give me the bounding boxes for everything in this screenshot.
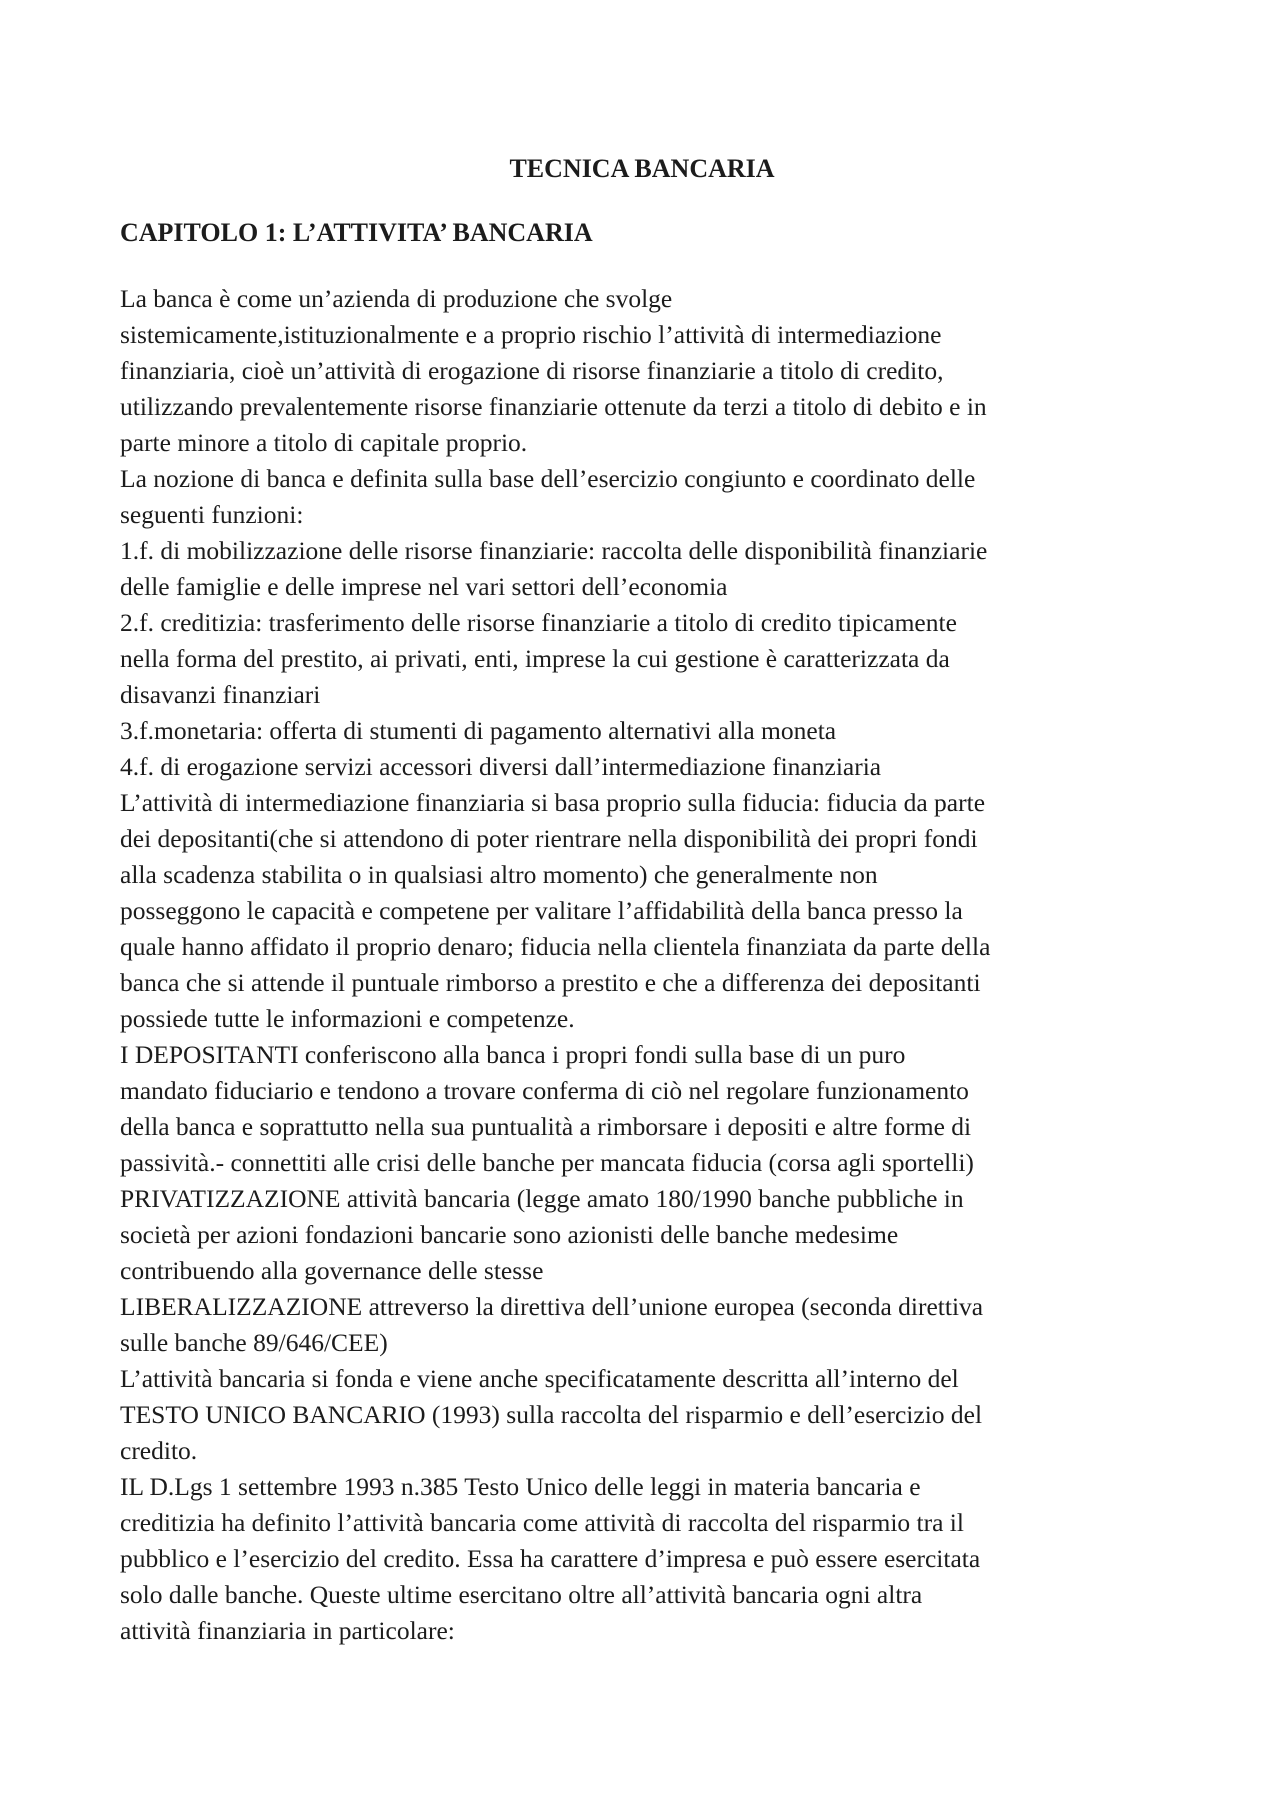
text-line: società per azioni fondazioni bancarie sono azionisti delle banche medesime xyxy=(120,1220,899,1249)
text-line: posseggono le capacità e competene per valitare l’affidabilità della banca presso la xyxy=(120,896,963,925)
chapter-heading: CAPITOLO 1: L’ATTIVITA’ BANCARIA xyxy=(120,218,593,247)
text-line: della banca e soprattutto nella sua puntualità a rimborsare i depositi e altre forme di xyxy=(120,1112,972,1141)
text-line: sistemicamente,istituzionalmente e a proprio rischio l’attività di intermediazione xyxy=(120,320,942,349)
body-text xyxy=(120,281,1180,1649)
text-line: 1.f. di mobilizzazione delle risorse finanziarie: raccolta delle disponibilità finanziarie xyxy=(120,536,988,565)
text-line: contribuendo alla governance delle stesse xyxy=(120,1256,544,1285)
text-line: L’attività bancaria si fonda e viene anche specificatamente descritta all’interno del xyxy=(120,1364,959,1393)
text-line: TESTO UNICO BANCARIO (1993) sulla raccolta del risparmio e dell’esercizio del xyxy=(120,1400,983,1429)
text-line: utilizzando prevalentemente risorse finanziarie ottenute da terzi a titolo di debito e in xyxy=(120,392,987,421)
text-line: nella forma del prestito, ai privati, enti, imprese la cui gestione è caratterizzata da xyxy=(120,644,950,673)
text-line: 4.f. di erogazione servizi accessori diversi dall’intermediazione finanziaria xyxy=(120,752,882,781)
text-line: parte minore a titolo di capitale proprio. xyxy=(120,428,528,457)
text-line: 2.f. creditizia: trasferimento delle risorse finanziarie a titolo di credito tipicamente xyxy=(120,608,957,637)
text-line: LIBERALIZZAZIONE attreverso la direttiva dell’unione europea (seconda direttiva xyxy=(120,1292,984,1321)
text-line: credito. xyxy=(120,1436,198,1465)
text-line: creditizia ha definito l’attività bancaria come attività di raccolta del risparmio tra il xyxy=(120,1508,964,1537)
text-line: L’attività di intermediazione finanziaria si basa proprio sulla fiducia: fiducia da parte xyxy=(120,788,986,817)
text-line: disavanzi finanziari xyxy=(120,680,321,709)
text-line: 3.f.monetaria: offerta di stumenti di pagamento alternativi alla moneta xyxy=(120,716,837,745)
text-line: La banca è come un’azienda di produzione che svolge xyxy=(120,284,673,313)
text-line: sulle banche 89/646/CEE) xyxy=(120,1328,388,1357)
text-line: quale hanno affidato il proprio denaro; fiducia nella clientela finanziata da parte della xyxy=(120,932,991,961)
document-title: TECNICA BANCARIA xyxy=(509,154,775,183)
text-line: possiede tutte le informazioni e competenze. xyxy=(120,1004,575,1033)
text-line: passività.- connettiti alle crisi delle banche per mancata fiducia (corsa agli sportelli) xyxy=(120,1148,974,1177)
text-line: banca che si attende il puntuale rimborso a prestito e che a differenza dei depositanti xyxy=(120,968,981,997)
text-line: mandato fiduciario e tendono a trovare conferma di ciò nel regolare funzionamento xyxy=(120,1076,969,1105)
text-line: I DEPOSITANTI conferiscono alla banca i propri fondi sulla base di un puro xyxy=(120,1040,906,1069)
text-line: delle famiglie e delle imprese nel vari settori dell’economia xyxy=(120,572,728,601)
text-line: IL D.Lgs 1 settembre 1993 n.385 Testo Unico delle leggi in materia bancaria e xyxy=(120,1472,921,1501)
text-line: La nozione di banca e definita sulla base dell’esercizio congiunto e coordinato delle xyxy=(120,464,976,493)
text-line: dei depositanti(che si attendono di poter rientrare nella disponibilità dei propri fondi xyxy=(120,824,978,853)
text-line: pubblico e l’esercizio del credito. Essa ha carattere d’impresa e può essere esercitata xyxy=(120,1544,981,1573)
text-line: PRIVATIZZAZIONE attività bancaria (legge amato 180/1990 banche pubbliche in xyxy=(120,1184,964,1213)
text-line: finanziaria, cioè un’attività di erogazione di risorse finanziarie a titolo di credito, xyxy=(120,356,944,385)
text-line: solo dalle banche. Queste ultime esercitano oltre all’attività bancaria ogni altra xyxy=(120,1580,923,1609)
text-line: attività finanziaria in particolare: xyxy=(120,1616,455,1645)
text-line: alla scadenza stabilita o in qualsiasi altro momento) che generalmente non xyxy=(120,860,878,889)
text-line: seguenti funzioni: xyxy=(120,500,304,529)
